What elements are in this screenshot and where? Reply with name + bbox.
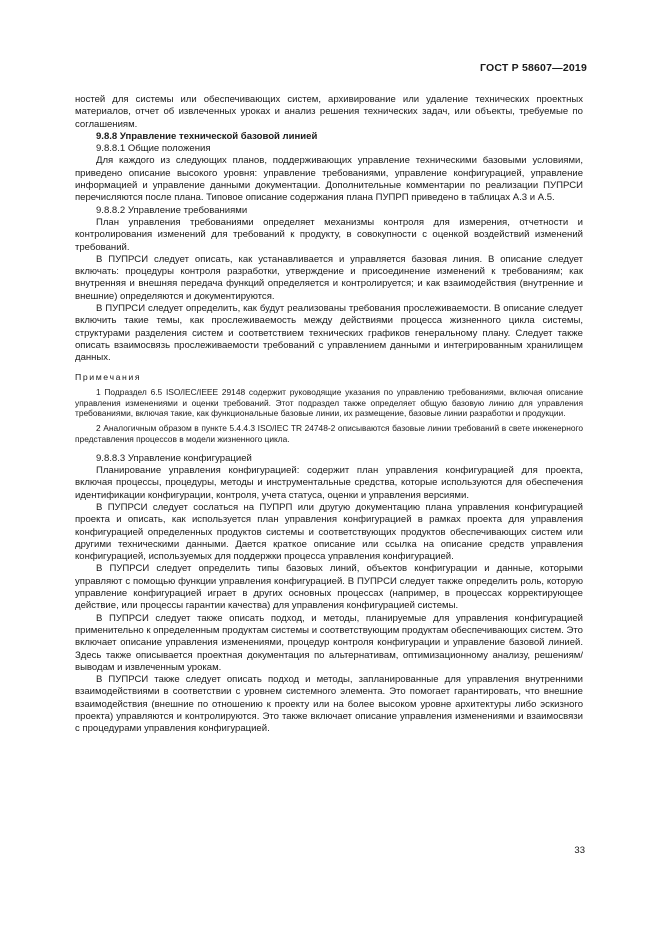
- paragraph-continuation: ностей для системы или обеспечивающих систем, архивирование или удаление технических проектных материалов, отчет об извлеченных уроках и анализ решения технических задач, или объекты, требуемые по соглашениям.: [75, 94, 583, 130]
- document-header: ГОСТ Р 58607—2019: [479, 62, 587, 74]
- paragraph: В ПУПРСИ также следует описать подход и методы, запланированные для управления внутренними взаимодействиями в соответствии с уровнем системного элемента. Это помогает гарантировать, что внешние взаимодействия (внешние по отношению к проекту или на более высоком уровне архитектуры либо эскизного проекта) управляются и контролируются. Это также включает описание управления изменениями и взаимосвязи с процедурами управления конфигурацией.: [75, 674, 583, 735]
- subsection-heading-9-8-8-1: 9.8.8.1 Общие положения: [96, 143, 211, 155]
- subsection-heading-9-8-8-3: 9.8.8.3 Управление конфигурацией: [96, 452, 252, 464]
- paragraph: В ПУПРСИ следует сослаться на ПУПРП или другую документацию плана управления конфигурацией проекта и описать, как используется план управления конфигурацией в рамках проекта для управления конфигурацией определенных продуктов системы и соответствующих продуктов обеспечивающих систем или другими техническими данными. Дается краткое описание или ссылка на описание средств управления конфигурацией, используемых для поддержки процесса управления конфигурацией.: [75, 502, 583, 563]
- paragraph: В ПУПРСИ следует также описать подход, и методы, планируемые для управления конфигурацией применительно к определенным продуктам системы и соответствующим продуктам обеспечивающих систем. Это включает описание управления изменениями, процедур контроля конфигурации и управление базовой линией. Здесь также описывается проектная документация по альтернативам, оптимизационному анализу, решениям/выводам и извлеченным урокам.: [75, 612, 583, 673]
- page-number: 33: [574, 845, 585, 856]
- subsection-heading-9-8-8-2: 9.8.8.2 Управление требованиями: [96, 204, 248, 216]
- paragraph: В ПУПРСИ следует описать, как устанавливается и управляется базовая линия. В описание следует включать: процедуры контроля разработки, утверждение и присоединение изменений к требованиям; как внутренняя и внешняя передача функций определяется и контролируется; и как взаимодействия (внутренние и внешние) определяются и документируются.: [75, 253, 583, 302]
- paragraph: Планирование управления конфигурацией: содержит план управления конфигурацией для проекта, включая процессы, процедуры, методы и инструментальные средства, которые используются для обеспечения идентификации конфигурации, контроля, учета статуса, оценки и управления версиями.: [75, 465, 583, 501]
- note-1: 1 Подраздел 6.5 ISO/IEC/IEEE 29148 содержит руководящие указания по управлению требованиями, включая описание управления изменениями и оценки требований. Этот подраздел также определяет общую базовую линию для управления требованиями, включая такие, как функциональные базовые линии, их размещение, базовые линии разработки и продукции.: [75, 386, 583, 419]
- paragraph: План управления требованиями определяет механизмы контроля для измерения, отчетности и контролирования изменений для требований к продукту, в совокупности с оценкой воздействий изменений требований.: [75, 216, 583, 253]
- document-body: [75, 94, 583, 736]
- paragraph: В ПУПРСИ следует определить типы базовых линий, объектов конфигурации и данные, которыми управляют с помощью функции управления конфигурацией. В ПУПРСИ следует также определить роль, которую управление конфигурацией играет в других основных процессах (например, в процессах корректирующее действие, или процессы гарантии качества) для управления конфигурацией системы.: [75, 563, 583, 612]
- paragraph: В ПУПРСИ следует определить, как будут реализованы требования прослеживаемости. В описание следует включить такие темы, как прослеживаемость между действиями процесса жизненного цикла системы, структурами разделения систем и соответствием технических графиков генеральному плану. Следует также описать взаимосвязь прослеживаемости требований с управлением данными и интегрированным хранилищем данных.: [75, 303, 583, 364]
- note-2: 2 Аналогичным образом в пункте 5.4.4.3 ISO/IEC TR 24748-2 описываются базовые линии требований в свете инженерного представления процессов в модели жизненного цикла.: [75, 423, 583, 445]
- section-heading-9-8-8: 9.8.8 Управление технической базовой линией: [96, 130, 318, 142]
- notes-title: Примечания: [75, 371, 142, 382]
- paragraph: Для каждого из следующих планов, поддерживающих управление техническими базовыми условиями, приведено описание высокого уровня: управление требованиями, управление конфигурацией, управление информацией и управление данными документации. Дополнительные комментарии по реализации ПУПРСИ перечисляются после плана. Типовое описание содержания плана ПУПРП приведено в таблицах А.3 и А.5.: [75, 155, 583, 204]
